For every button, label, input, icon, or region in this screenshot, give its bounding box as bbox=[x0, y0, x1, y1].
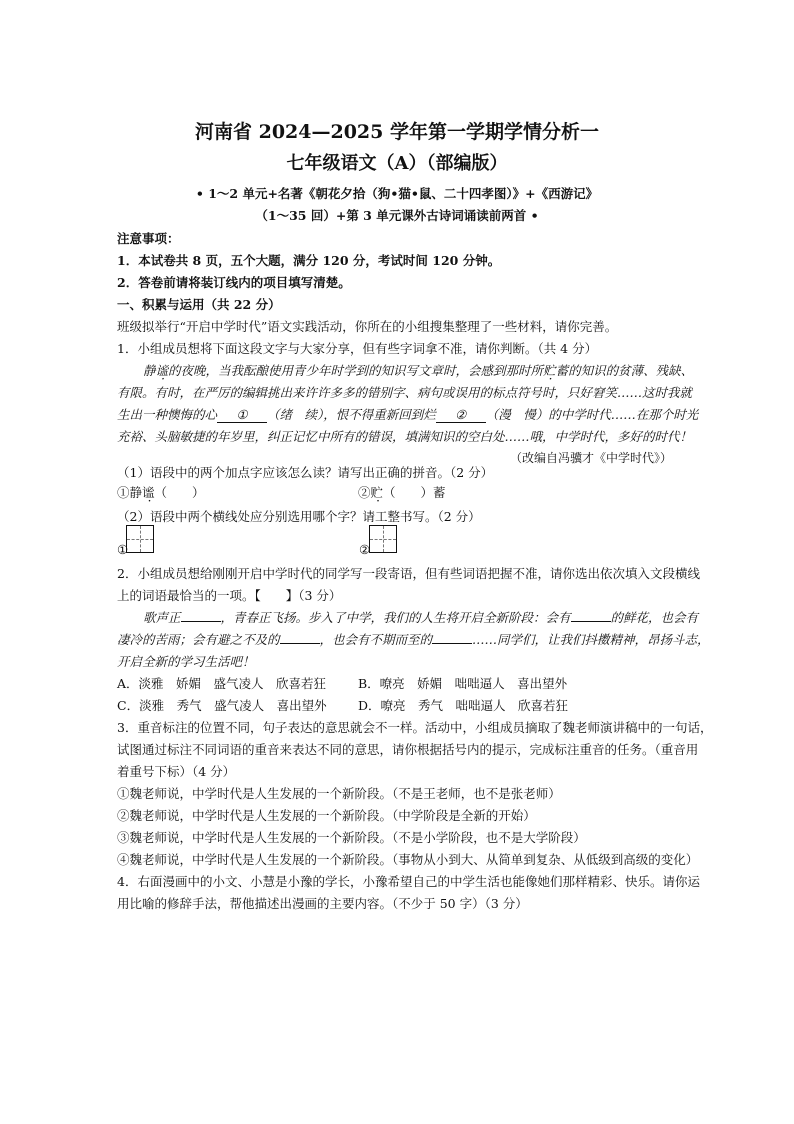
question-3-stem-line-1: 3．重音标注的位置不同，句子表达的意思就会不一样。活动中，小组成员摘取了魏老师演讲稿中的一句话， bbox=[117, 720, 713, 735]
question-3-stem-line-3: 着重号下标）（4 分） bbox=[117, 764, 236, 779]
question-2-stem-line-2: 上的词语最恰当的一项。【 】（3 分） bbox=[117, 588, 342, 603]
question-3-item-1: ①魏老师说，中学时代是人生发展的一个新阶段。（不是王老师，也不是张老师） bbox=[117, 786, 561, 801]
question-2-passage-line-2: 凄冷的苦雨；会有避之不及的 ，也会有不期而至的 ……同学们，让我们抖擞精神，昂扬斗志， bbox=[117, 632, 710, 647]
passage-source: （改编自冯骥才《中学时代》） bbox=[509, 451, 672, 465]
dotted-char-2: 贮 bbox=[543, 363, 556, 378]
question-3-item-2: ②魏老师说，中学时代是人生发展的一个新阶段。（中学阶段是全新的开始） bbox=[117, 808, 536, 823]
question-1-sub-1-answer-1: ①静谧（ ） bbox=[117, 485, 205, 500]
pinyin-answer-field-1[interactable]: （ ） bbox=[154, 485, 205, 500]
notes-item-2: 2．答卷前请将装订线内的项目填写清楚。 bbox=[117, 275, 351, 290]
writing-box-2-label: ② bbox=[359, 542, 371, 557]
option-a[interactable]: A．淡雅 娇媚 盛气凌人 欣喜若狂 bbox=[117, 676, 327, 691]
section-1-heading: 一、积累与运用（共 22 分） bbox=[117, 297, 281, 312]
question-2-passage-line-3: 开启全新的学习生活吧！ bbox=[117, 654, 255, 669]
question-4-stem-line-1: 4．右面漫画中的小文、小慧是小豫的学长，小豫希望自己的中学生活也能像她们那样精彩、快乐。请你运 bbox=[117, 874, 700, 889]
question-1-passage-line-2: 有限。有时，在严厉的编辑挑出来许许多多的错别字、病句或误用的标点符号时，只好窘笑……这时我就 bbox=[117, 385, 693, 400]
q2-blank-2 bbox=[571, 621, 611, 622]
q2-blank-4 bbox=[432, 643, 472, 644]
question-3-stem-line-2: 试图通过标注不同词语的重音来表达不同的意思，请你根据括号内的提示，完成标注重音的任务。（重音用 bbox=[117, 742, 699, 757]
question-1-sub-1-answer-2: ②贮（ ）蓄 bbox=[358, 485, 446, 500]
option-b[interactable]: B．嘹亮 娇媚 咄咄逼人 喜出望外 bbox=[358, 676, 568, 691]
question-1-passage-line-4: 充裕、头脑敏捷的年岁里，纠正记忆中所有的错误，填满知识的空白处……哦，中学时代，多好的时代！ bbox=[117, 429, 693, 444]
exam-title: 河南省 2024—2025 学年第一学期学情分析一 bbox=[195, 121, 599, 143]
exam-scope-line-1: • 1～2 单元+名著《朝花夕拾（狗•猫•鼠、二十四孝图）》+《西游记》 bbox=[195, 186, 599, 201]
q2-blank-1 bbox=[181, 621, 221, 622]
writing-box-1-label: ① bbox=[117, 542, 129, 557]
question-2-stem-line-1: 2．小组成员想给刚刚开启中学时代的同学写一段寄语，但有些词语把握不准，请你选出依次填入文段横线 bbox=[117, 566, 700, 581]
exam-scope-line-2: （1～35 回）+第 3 单元课外古诗词诵读前两首 • bbox=[255, 208, 539, 223]
question-4-stem-line-2: 用比喻的修辞手法，帮他描述出漫画的主要内容。（不少于 50 字）（3 分） bbox=[117, 896, 528, 911]
notes-heading: 注意事项： bbox=[117, 231, 180, 246]
question-2-passage-line-1: 歌声正 ，青春正飞扬。步入了中学，我们的人生将开启全新阶段：会有 的鲜花，也会有 bbox=[143, 610, 699, 625]
exam-subtitle: 七年级语文（A）（部编版） bbox=[286, 153, 508, 174]
writing-box-1[interactable] bbox=[126, 525, 154, 553]
notes-item-1: 1．本试卷共 8 页，五个大题，满分 120 分，考试时间 120 分钟。 bbox=[117, 253, 501, 268]
option-c[interactable]: C．淡雅 秀气 盛气凌人 喜出望外 bbox=[117, 698, 327, 713]
question-1-sub-1: （1）语段中的两个加点字应该怎么读？请写出正确的拼音。（2 分） bbox=[117, 465, 494, 480]
question-1-passage-line-1: 静谧的夜晚，当我酝酿使用青少年时学到的知识写文章时，会感到那时所贮蓄的知识的贫薄、残缺、 bbox=[143, 363, 694, 378]
dotted-char-1: 谧 bbox=[155, 363, 169, 378]
question-3-item-3: ③魏老师说，中学时代是人生发展的一个新阶段。（不是小学阶段，也不是大学阶段） bbox=[117, 830, 586, 845]
pinyin-answer-field-2[interactable]: （ ）蓄 bbox=[383, 485, 446, 500]
blank-1[interactable]: ① bbox=[217, 407, 267, 423]
question-3-item-4: ④魏老师说，中学时代是人生发展的一个新阶段。（事物从小到大、从简单到复杂、从低级到高级的变化） bbox=[117, 852, 699, 867]
section-1-intro: 班级拟举行“开启中学时代”语文实践活动，你所在的小组搜集整理了一些材料，请你完善。 bbox=[117, 319, 618, 334]
q2-blank-3 bbox=[280, 643, 320, 644]
question-1-passage-line-3: 生出一种懊悔的心 ① （绪 续），恨不得重新回到烂 ② （漫 慢）的中学时代……在那个时光 bbox=[117, 407, 699, 422]
question-1-stem: 1．小组成员想将下面这段文字与大家分享，但有些字词拿不准，请你判断。（共 4 分） bbox=[117, 341, 598, 356]
blank-2[interactable]: ② bbox=[436, 407, 486, 423]
option-d[interactable]: D．嘹亮 秀气 咄咄逼人 欣喜若狂 bbox=[358, 698, 569, 713]
question-1-sub-2: （2）语段中两个横线处应分别选用哪个字？请工整书写。（2 分） bbox=[117, 509, 481, 524]
writing-box-2[interactable] bbox=[369, 525, 397, 553]
